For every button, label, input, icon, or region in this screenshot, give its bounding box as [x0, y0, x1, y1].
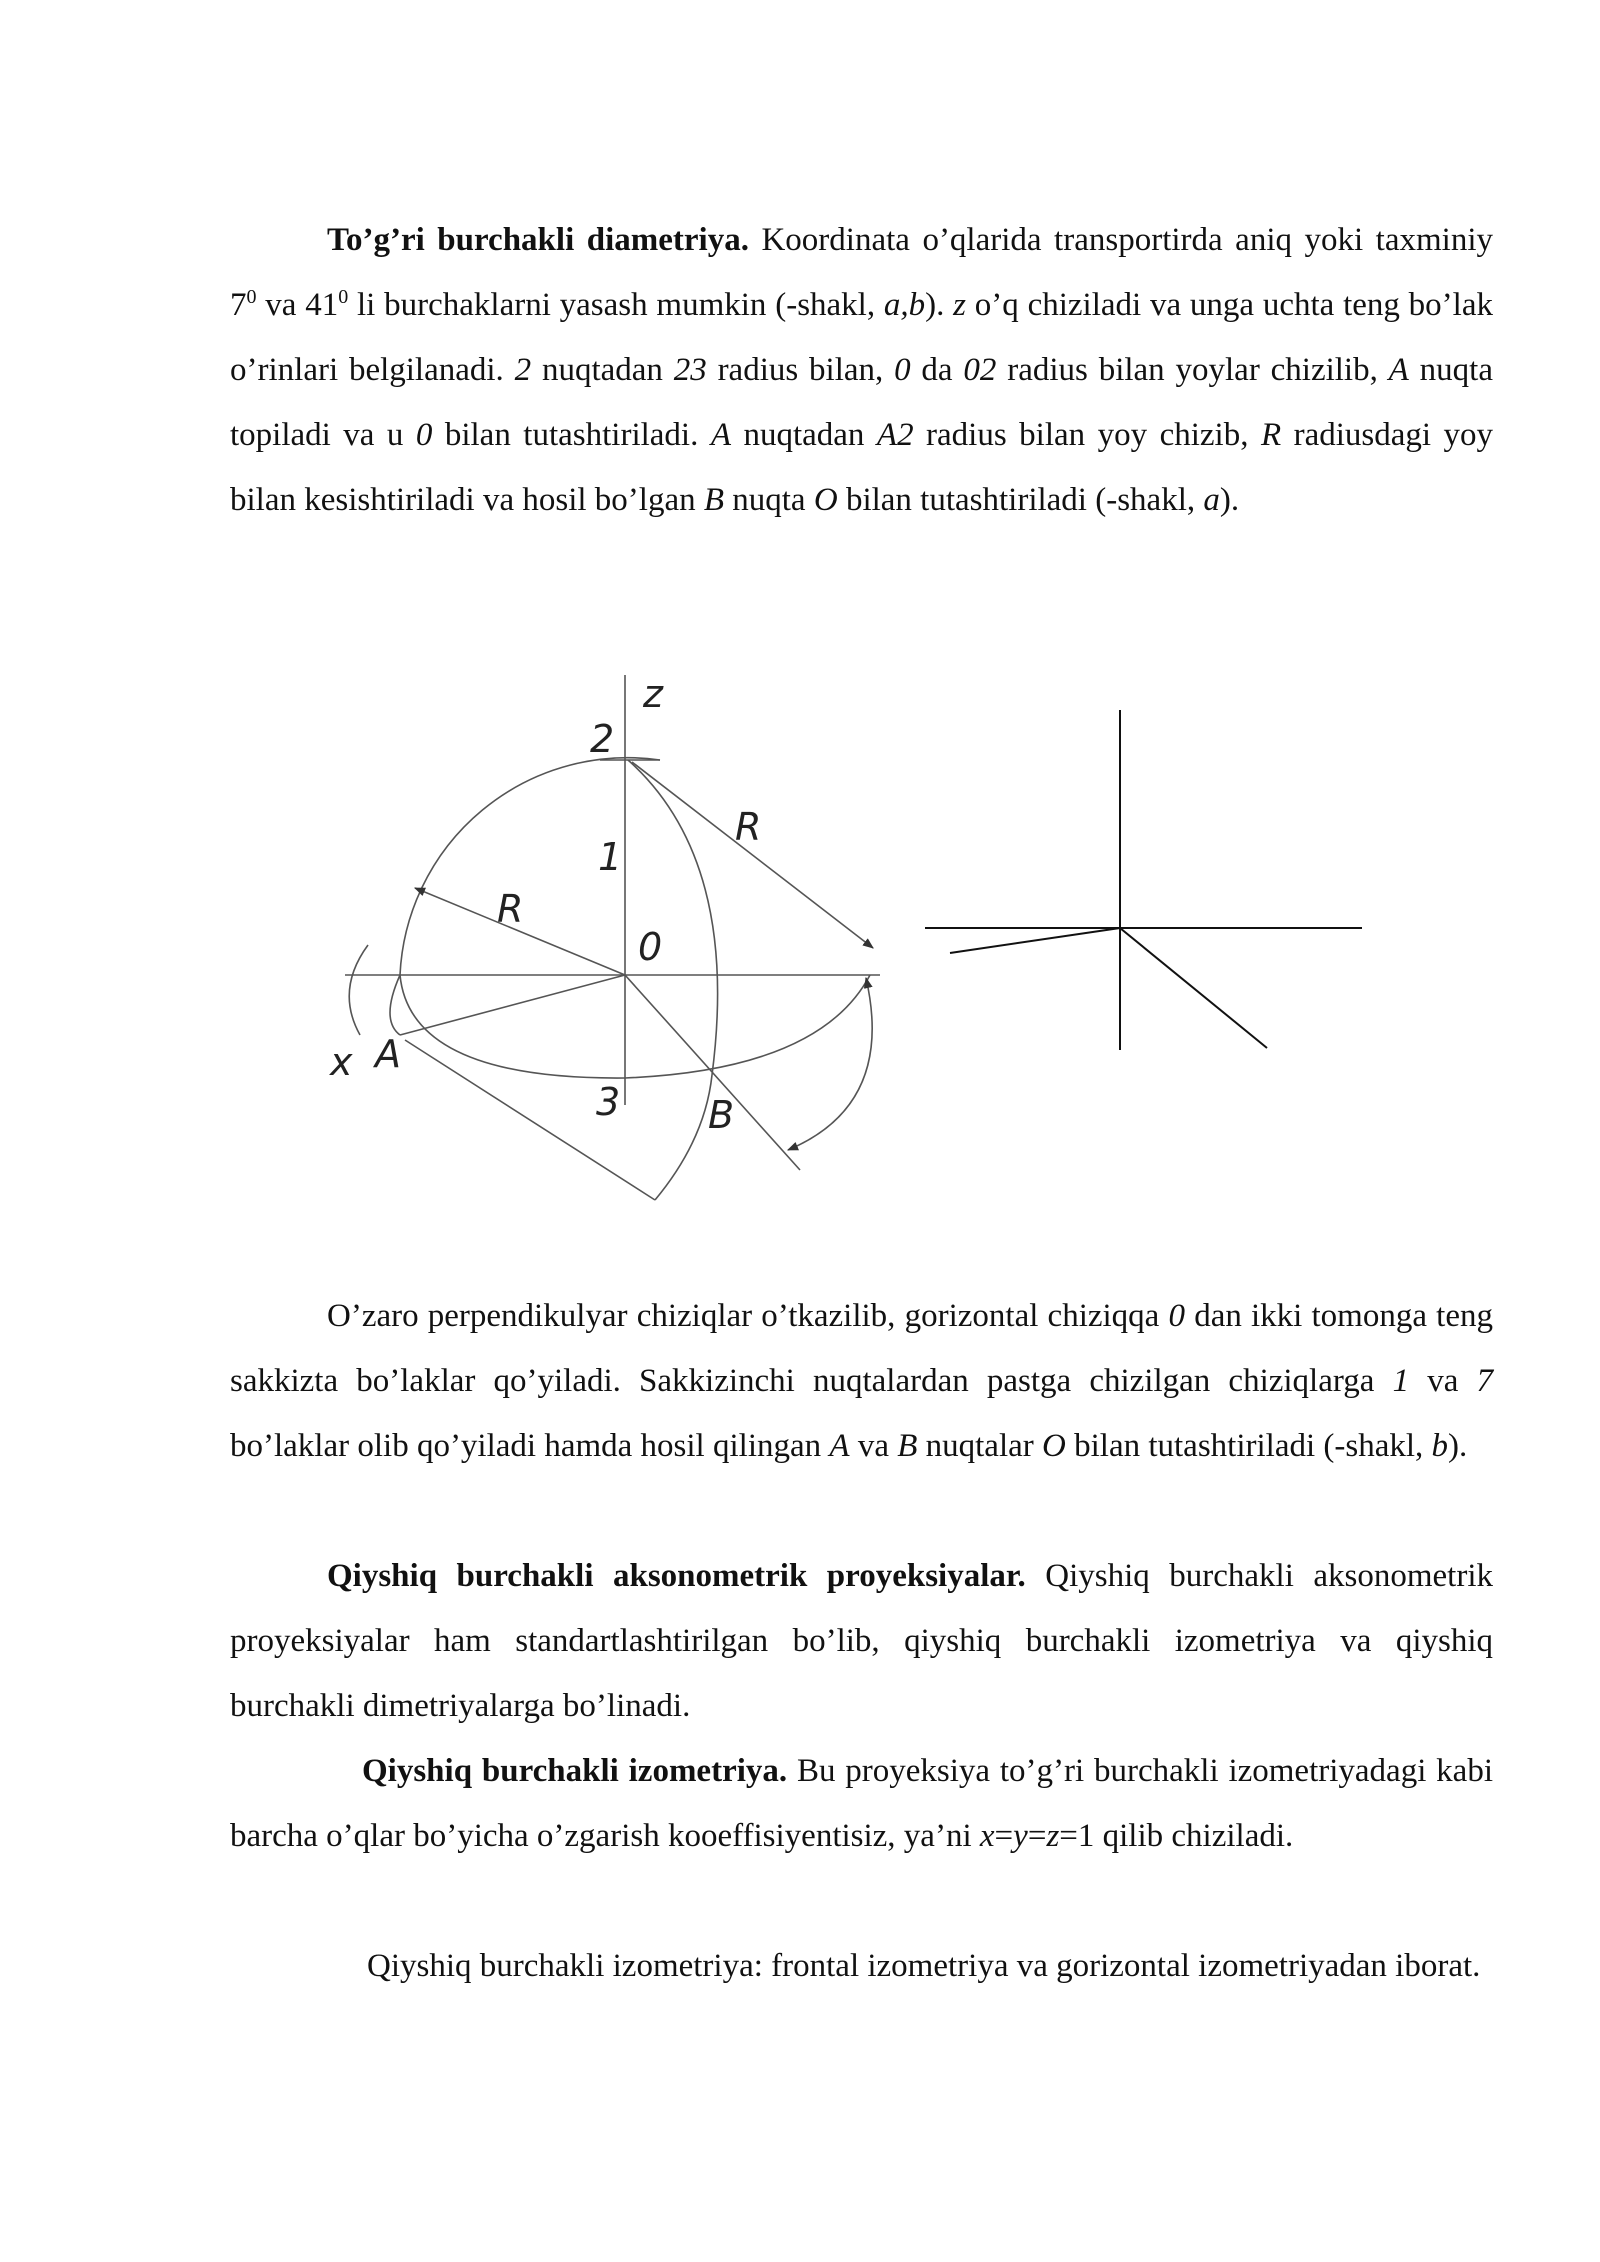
- label-R-upper: R: [735, 805, 762, 849]
- line-OB: [625, 975, 800, 1170]
- lower-arc: [400, 975, 870, 1078]
- paragraph-diametriya: To’g’ri burchakli diametriya. Koordinata o’qlarida transportirda aniq yoki taxminiy $7^0$ va $41^0$ li burchaklarni yasash mumkin (-shakl, a,b). z o’q chiziladi va unga uchta teng bo’lak o’rinlari belgilanadi. 2 nuqtadan 23 radius bilan, 0 da 02 radius bilan yoylar chizilib, A nuqta topiladi va u 0 bilan tutashtiriladi. A nuqtadan A2 radius bilan yoy chizib, R radiusdagi yoy bilan kesishtiriladi va hosil bo’lgan B nuqta O bilan tutashtiriladi (-shakl, a).: [230, 222, 1494, 518]
- figure-a-labels: [329, 672, 761, 1137]
- label-2: 2: [590, 717, 615, 761]
- paragraph-construction: O’zaro perpendikulyar chiziqlar o’tkazilib, gorizontal chiziqqa 0 dan ikki tomonga teng sakkizta bo’laklar qo’yiladi. Sakkizinchi nuqtalardan pastga chizilgan chiziqlarga 1 va 7 bo’laklar olib qo’yiladi hamda hosil qilingan A va B nuqtalar O bilan tutashtiriladi (-shakl, b).: [230, 1298, 1493, 1464]
- paragraph-qiyshiq-aksonometrik: Qiyshiq burchakli aksonometrik proyeksiyalar. Qiyshiq burchakli aksonometrik proyeksiyalar ham standartlashtirilgan bo’lib, qiyshiq burchakli izometriya va qiyshiq burchakli dimetriyalarga bo’linadi.: [230, 1558, 1493, 1724]
- angle-arc-arrow: [788, 978, 872, 1150]
- label-1: 1: [598, 835, 623, 879]
- diagonal-axis: [1120, 928, 1267, 1048]
- radius-R-upper: [632, 762, 873, 948]
- paragraph-qiyshiq-izometriya: Qiyshiq burchakli izometriya. Bu proyeksiya to’g’ri burchakli izometriyadagi kabi barcha o’qlar bo’yicha o’zgarish kooeffisiyentisiz, ya’ni x=y=z=1 qilib chiziladi.: [230, 1753, 1493, 1854]
- label-R-left: R: [497, 887, 524, 931]
- section-title-diametriya: To’g’ri burchakli diametriya.: [327, 222, 749, 258]
- bottom-arc: [655, 1075, 712, 1200]
- label-3: 3: [596, 1080, 621, 1124]
- label-A: A: [375, 1032, 401, 1076]
- label-x: x: [330, 1040, 353, 1084]
- section-title-aksonometrik: Qiyshiq burchakli aksonometrik proyeksiyalar.: [327, 1558, 1026, 1594]
- left-arc: [390, 975, 400, 1035]
- figure-b: [925, 710, 1362, 1050]
- line-OA: [400, 975, 625, 1035]
- paragraph-izometriya-types: Qiyshiq burchakli izometriya: frontal izometriya va gorizontal izometriyadan iborat.: [367, 1948, 1481, 1984]
- label-0: 0: [638, 925, 663, 969]
- section-title-izometriya: Qiyshiq burchakli izometriya.: [362, 1753, 788, 1789]
- label-z: z: [643, 672, 663, 716]
- short-axis: [950, 928, 1120, 953]
- label-B: B: [708, 1093, 735, 1137]
- small-arc-x: [349, 945, 368, 1035]
